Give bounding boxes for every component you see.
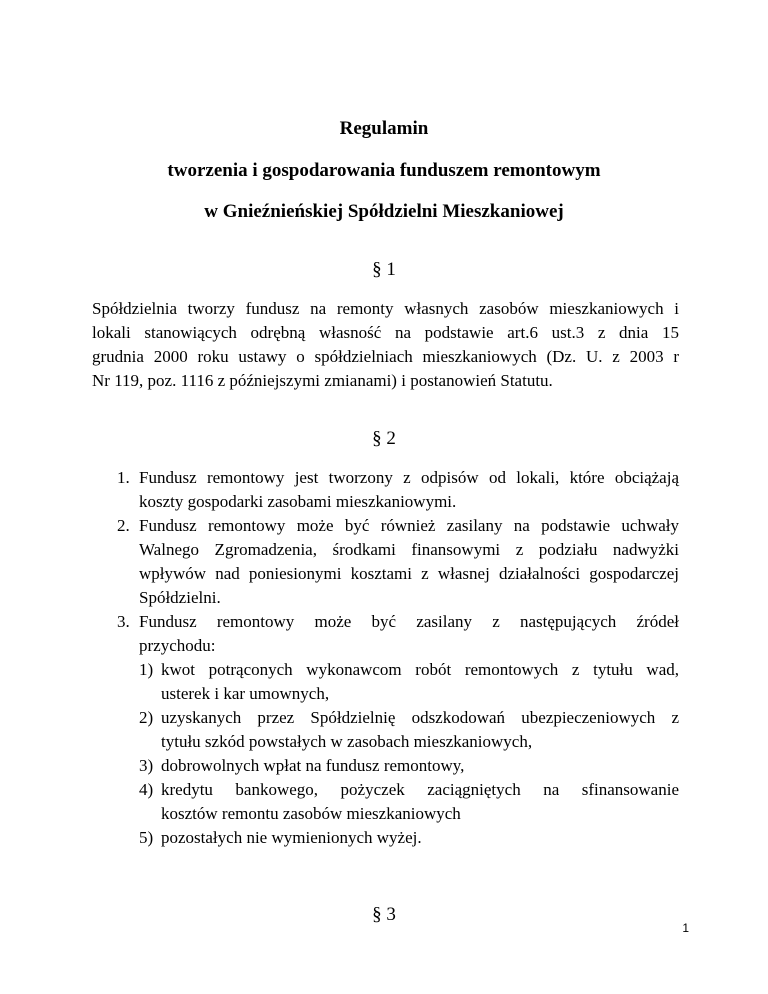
sub-list-item-number: 5) — [139, 828, 154, 847]
list-item-line: przychodu: — [139, 636, 216, 655]
section-1-paragraph — [92, 297, 679, 393]
list-item — [117, 466, 679, 514]
sub-list-item-line: usterek i kar umownych, — [161, 684, 330, 703]
list-item-line: Spółdzielni. — [139, 588, 221, 607]
sub-list-item-number: 3) — [139, 756, 154, 775]
list-item-line: Walnego Zgromadzenia, środkami finansowymi z podziału nadwyżki — [139, 540, 679, 559]
section-1-mark: § 1 — [372, 259, 396, 280]
paragraph-line: grudnia 2000 roku ustawy o spółdzielniach mieszkaniowych (Dz. U. z 2003 r — [92, 347, 679, 366]
sub-list-item — [139, 778, 679, 826]
document-title: Regulamin — [339, 118, 429, 139]
list-item-number: 1. — [117, 468, 130, 487]
list-item-line: wpływów nad poniesionymi kosztami z własnej działalności gospodarczej — [139, 564, 679, 583]
sub-list-item-line: tytułu szkód powstałych w zasobach mieszkaniowych, — [161, 732, 533, 751]
sub-list-item-line: kredytu bankowego, pożyczek zaciągniętych na sfinansowanie — [161, 780, 679, 799]
sub-list-item-line: kosztów remontu zasobów mieszkaniowych — [161, 804, 461, 823]
sub-list-item-number: 2) — [139, 708, 154, 727]
section-2-mark: § 2 — [372, 428, 396, 449]
list-item — [117, 610, 679, 658]
list-item-number: 2. — [117, 516, 130, 535]
sub-list-item-number: 4) — [139, 780, 154, 799]
list-item-number: 3. — [117, 612, 130, 631]
document-subtitle-line-2: w Gnieźnieńskiej Spółdzielni Mieszkaniowej — [204, 201, 564, 222]
sub-list-item-line: pozostałych nie wymienionych wyżej. — [161, 828, 422, 847]
page-number: 1 — [682, 921, 689, 935]
paragraph-line: Spółdzielnia tworzy fundusz na remonty własnych zasobów mieszkaniowych i — [92, 299, 679, 318]
sub-list-item — [139, 706, 679, 754]
list-item-line: Fundusz remontowy jest tworzony z odpisów od lokali, które obciążają — [139, 468, 679, 487]
sub-list-item — [139, 754, 679, 778]
list-item-line: Fundusz remontowy może być również zasilany na podstawie uchwały — [139, 516, 679, 535]
sub-list-item — [139, 658, 679, 706]
list-item — [117, 514, 679, 610]
sub-list-item-number: 1) — [139, 660, 154, 679]
sub-list-item — [139, 826, 679, 850]
sub-list-item-line: kwot potrąconych wykonawcom robót remontowych z tytułu wad, — [161, 660, 679, 679]
document-subtitle-line-1: tworzenia i gospodarowania funduszem remontowym — [167, 160, 601, 181]
paragraph-line: Nr 119, poz. 1116 z późniejszymi zmianami) i postanowień Statutu. — [92, 371, 553, 390]
sub-list-item-line: uzyskanych przez Spółdzielnię odszkodowań ubezpieczeniowych z — [161, 708, 679, 727]
list-item-line: Fundusz remontowy może być zasilany z następujących źródeł — [139, 612, 679, 631]
section-3-mark: § 3 — [372, 904, 396, 925]
paragraph-line: lokali stanowiących odrębną własność na podstawie art.6 ust.3 z dnia 15 — [92, 323, 679, 342]
list-item-line: koszty gospodarki zasobami mieszkaniowymi. — [139, 492, 457, 511]
sub-list-item-line: dobrowolnych wpłat na fundusz remontowy, — [161, 756, 465, 775]
